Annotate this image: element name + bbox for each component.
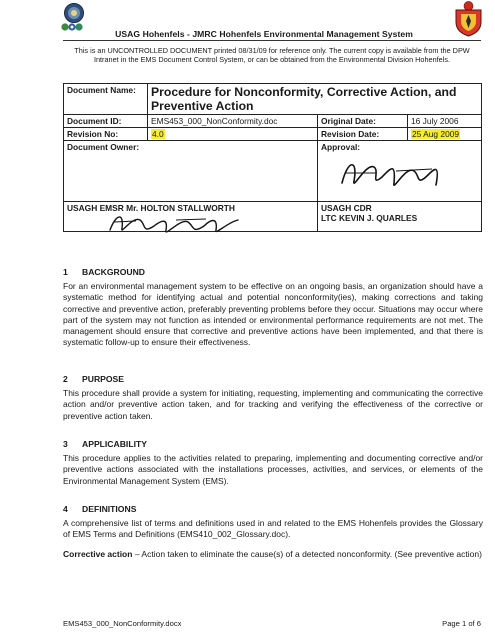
revision-date-label: Revision Date: [318, 128, 408, 141]
document-name-value: Procedure for Nonconformity, Corrective Action, and Preventive Action [148, 84, 482, 115]
section-2-heading [63, 374, 124, 384]
section-1-title: BACKGROUND [82, 267, 146, 277]
header-title: USAG Hohenfels - JMRC Hohenfels Environmental Management System [115, 29, 413, 39]
owner-approval-row [64, 141, 482, 202]
approval-signature [336, 153, 456, 197]
section-3-number: 3 [63, 439, 68, 449]
approver-name: LTC KEVIN J. QUARLES [321, 213, 418, 223]
document-id-label: Document ID: [64, 115, 148, 128]
section-3-body: This procedure applies to the activities related to preparing, implementing and documenting corrective and/or preventive actions associated with the installations processes, activities, and services, or elements of the Environmental Management System (EMS). [63, 453, 483, 486]
section-4-title: DEFINITIONS [82, 504, 137, 514]
army-seal-logo [60, 2, 88, 32]
definition-term: Corrective action [63, 549, 133, 559]
document-owner-label: Document Owner: [64, 141, 318, 202]
owner-signatory-name: USAGH EMSR Mr. HOLTON STALLWORTH [67, 203, 235, 213]
approver-title: USAGH CDR [321, 203, 372, 213]
document-id-value: EMS453_000_NonConformity.doc [148, 115, 318, 128]
section-2-body: This procedure shall provide a system for initiating, requesting, implementing and communicating the corrective action and/or preventive action taken, and for tracking and verifying the effectiveness of the corrective or preventive action taken. [63, 388, 483, 421]
original-date-label: Original Date: [318, 115, 408, 128]
document-control-table [63, 83, 482, 232]
section-2-title: PURPOSE [82, 374, 125, 384]
owner-signature [106, 208, 246, 238]
footer-filename: EMS453_000_NonConformity.docx [63, 619, 182, 628]
approval-label: Approval: [321, 142, 361, 152]
revision-row [64, 128, 482, 141]
revision-number-label: Revision No: [64, 128, 148, 141]
revision-date-value: 25 Aug 2009 [412, 129, 460, 139]
document-name-label: Document Name: [64, 84, 148, 115]
header-divider [63, 40, 481, 41]
section-1-body: For an environmental management system to be effective on an ongoing basis, an organization should have a systematic method for identifying actual and potential nonconformity(ies), making corrections and taking corrective and preventive action, preferably preventing problems before they occur. Situations may occur where part of the system may not function as intended or environmental performance requirements are not met. The management should ensure that corrective and preventive actions have been implemented, and that there is systematic follow-up to ensure their effectiveness. [63, 281, 483, 348]
revision-number-cell [148, 128, 318, 141]
section-1-number: 1 [63, 267, 68, 277]
corrective-action-definition [63, 549, 483, 560]
signatory-row [64, 202, 482, 232]
definition-text: – Action taken to eliminate the cause(s) of a detected nonconformity. (See preventive action) [132, 549, 482, 559]
original-date-value: 16 July 2006 [408, 115, 482, 128]
owner-signatory-cell [64, 202, 318, 232]
unit-crest-logo [452, 1, 485, 37]
document-name-row [64, 84, 482, 115]
section-4-number: 4 [63, 504, 68, 514]
section-1-heading [63, 267, 145, 277]
revision-date-cell [408, 128, 482, 141]
footer-page-number: Page 1 of 6 [442, 619, 481, 628]
approver-signatory-cell [318, 202, 482, 232]
section-4-body: A comprehensive list of terms and definitions used in and related to the EMS Hohenfels provides the Glossary of EMS Terms and Definitions (EMS410_002_Glossary.doc). [63, 518, 483, 540]
approval-cell [318, 141, 482, 202]
section-2-number: 2 [63, 374, 68, 384]
section-3-title: APPLICABILITY [82, 439, 147, 449]
uncontrolled-document-notice: This is an UNCONTROLLED DOCUMENT printed 08/31/09 for reference only. The current copy is available from the DPW Intranet in the EMS Document Control System, or can be obtained from the Environmental Division Hohenfels. [74, 46, 470, 65]
section-3-heading [63, 439, 147, 449]
revision-number-value: 4.0 [152, 129, 164, 139]
document-id-row [64, 115, 482, 128]
section-4-heading [63, 504, 136, 514]
